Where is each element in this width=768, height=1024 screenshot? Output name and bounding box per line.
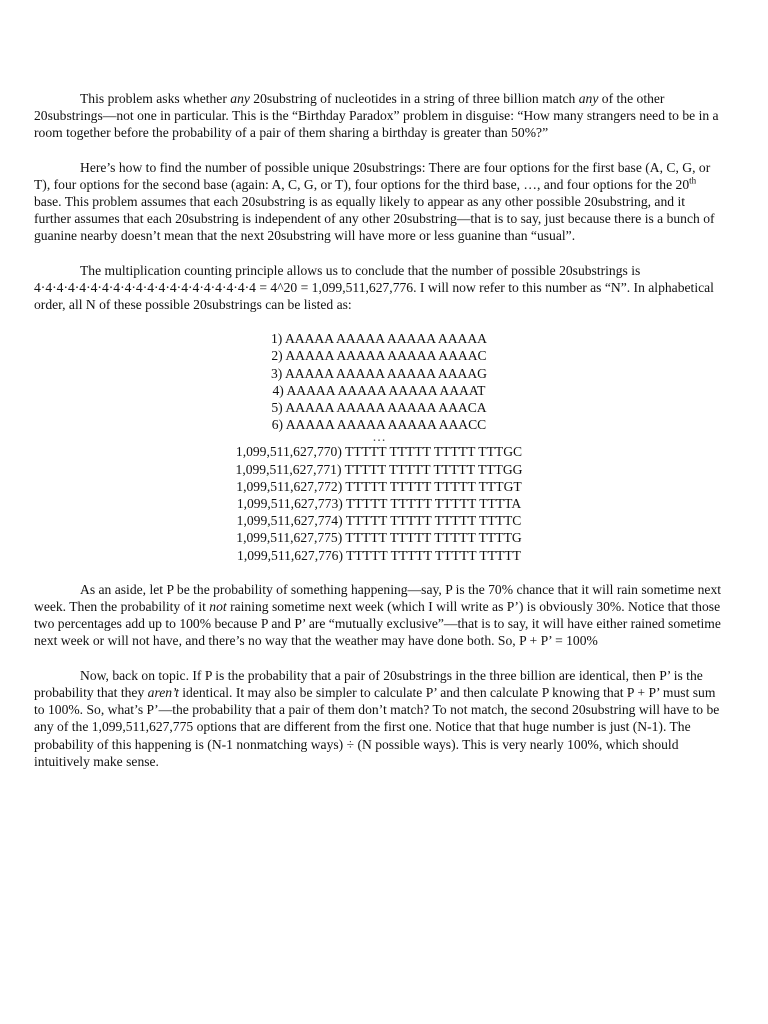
listing-ellipsis: …	[372, 429, 386, 445]
substring-listing	[34, 330, 724, 564]
listing-row: 6) AAAAA AAAAA AAAAA AAACC	[271, 417, 487, 433]
listing-row: 1,099,511,627,773) TTTTT TTTTT TTTTT TTTTA	[236, 496, 522, 512]
paragraph-counting-principle: The multiplication counting principle allows us to conclude that the number of possible 20substrings is 4·4·4·4·4·4·4·4·4·4·4·4·4·4·4·4·4·4·4·4 = 4^20 = 1,099,511,627,776. I will now refer to this number as “N”. In alphabetical order, all N of these possible 20substrings can be listed as:	[34, 262, 714, 313]
emphasis-not: not	[209, 599, 227, 615]
listing-row: 5) AAAAA AAAAA AAAAA AAACA	[271, 400, 487, 416]
listing-row: 1,099,511,627,774) TTTTT TTTTT TTTTT TTTTC	[236, 513, 522, 529]
listing-row: 3) AAAAA AAAAA AAAAA AAAAG	[270, 365, 487, 381]
listing-row: 1,099,511,627,775) TTTTT TTTTT TTTTT TTTTG	[236, 530, 522, 546]
document-page	[34, 90, 724, 787]
paragraph-probability-aside: As an aside, let P be the probability of something happening—say, P is the 70% chance that it will rain sometime next week. Then the probability of it not raining sometime next week (which I will write as P’) is obviously 30%. Notice that those two percentages add up to 100% because P and P’ are “mutually exclusive”—that is to say, it will have either rained sometime next week or will not have, and there’s no way that the weather may have done both. So, P + P’ = 100%	[34, 581, 722, 649]
paragraph-back-on-topic: Now, back on topic. If P is the probability that a pair of 20substrings in the three billion are identical, then P’ is the probability that they aren’t identical. It may also be simpler to calculate P’ and then calculate P knowing that P + P’ must sum to 100%. So, what’s P’—the probability that a pair of them don’t match? To not match, the second 20substring will have to be any of the 1,099,511,627,775 options that are different from the first one. Notice that that huge number is just (N-1). The probability of this happening is (N-1 nonmatching ways) ÷ (N possible ways). This is very nearly 100%, which should intuitively make sense.	[34, 667, 720, 769]
paragraph-birthday-paradox: This problem asks whether any 20substring of nucleotides in a string of three billion match any of the other 20substrings—not one in particular. This is the “Birthday Paradox” problem in disguise: “How many strangers need to be in a room together before the probability of a pair of them sharing a birthday is greater than 50%?”	[34, 91, 719, 141]
listing-row: 2) AAAAA AAAAA AAAAA AAAAC	[271, 348, 487, 364]
listing-row: 1) AAAAA AAAAA AAAAA AAAAA	[270, 331, 487, 347]
listing-row: 4) AAAAA AAAAA AAAAA AAAAT	[272, 382, 486, 398]
emphasis-any: any	[578, 91, 599, 106]
listing-row: 1,099,511,627,776) TTTTT TTTTT TTTTT TTTTT	[237, 547, 521, 563]
superscript-th: th	[689, 175, 697, 186]
listing-row: 1,099,511,627,770) TTTTT TTTTT TTTTT TTTGC	[235, 444, 523, 460]
emphasis-arent: aren’t	[147, 684, 179, 700]
listing-row: 1,099,511,627,771) TTTTT TTTTT TTTTT TTTGG	[235, 461, 523, 477]
emphasis-any: any	[230, 91, 250, 106]
listing-row: 1,099,511,627,772) TTTTT TTTTT TTTTT TTTGT	[236, 478, 522, 494]
paragraph-unique-substrings: Here’s how to find the number of possible unique 20substrings: There are four options for the first base (A, C, G, or T), four options for the second base (again: A, C, G, or T), four options for the third base, …, and four options for the 20th base. This problem assumes that each 20substring is as equally likely to appear as any other possible 20substring, and it further assumes that each 20substring is independent of any other 20substring—that is to say, just because there is a bunch of guanine nearby doesn’t mean that the next 20substring will have more or less guanine than “usual”.	[34, 159, 715, 244]
